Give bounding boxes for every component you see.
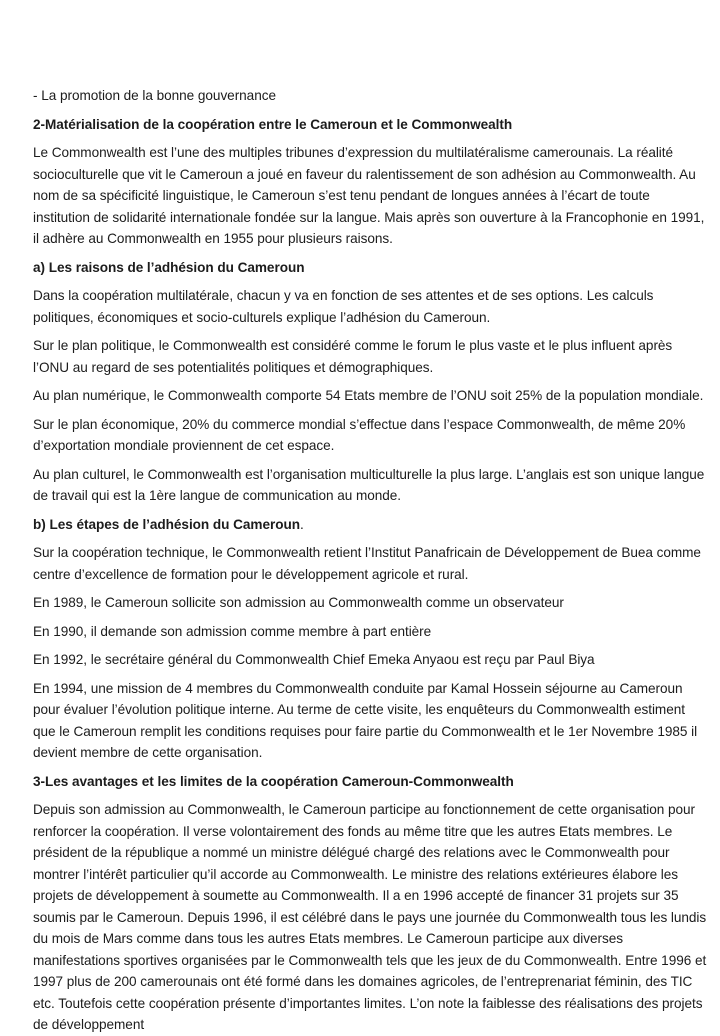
heading-etapes-adhesion-text: b) Les étapes de l’adhésion du Cameroun [33,516,300,532]
para-adhesion-context: Le Commonwealth est l’une des multiples tribunes d’expression du multilatéralisme camerounais. La réalité socioculturelle que vit le Cameroun a joué en faveur du ralentissement de son adhésion au Commonwealth. Au nom de sa spécificité linguistique, le Cameroun s’est tenu pendant de longues années à l’écart de toute institution de solidarité internationale fondée sur la langue. Mais après son ouverture à la Francophonie en 1991, il adhère au Commonwealth en 1955 pour plusieurs raisons. [33,145,705,246]
list-item-bonne-gouvernance: - La promotion de la bonne gouvernance [33,88,276,103]
para-avantages-limites: Depuis son admission au Commonwealth, le Cameroun participe au fonctionnement de cette organisation pour renforcer la coopération. Il verse volontairement des fonds au même titre que les autres Etats membres. Le président de la république a nommé un ministre délégué chargé des relations avec le Commonwealth pour montrer l’intérêt particulier qu’il accorde au Commonwealth. Le ministre des relations extérieures élabore les projets de développement à soumette au Commonwealth. Il a en 1996 accepté de financer 31 projets sur 35 soumis par le Cameroun. Depuis 1996, il est célébré dans le pays une journée du Commonwealth tous les lundis du mois de Mars comme dans tous les autres Etats membres. Le Cameroun participe aux diverses manifestations sportives organisées par le Commonwealth tels que les jeux de du Commonwealth. Entre 1996 et 1997 plus de 200 camerounais ont été formé dans les domaines agricoles, de l’entreprenariat féminin, des TIC etc. Toutefois cette coopération présente d’importantes limites. L’on note la faiblesse des réalisations des projets de développement [33,802,707,1032]
para-etape-1990: En 1990, il demande son admission comme membre à part entière [33,623,432,639]
heading-raisons-adhesion: a) Les raisons de l’adhésion du Cameroun [33,259,305,275]
para-plan-politique: Sur le plan politique, le Commonwealth est considéré comme le forum le plus vaste et le plus influent après l’ONU au regard de ses potentialités politiques et démographiques. [33,338,673,375]
para-plan-culturel: Au plan culturel, le Commonwealth est l’organisation multiculturelle la plus large. L’anglais est son unique langue de travail qui est la 1ère langue de communication au monde. [33,466,705,503]
para-plan-numerique: Au plan numérique, le Commonwealth comporte 54 Etats membre de l’ONU soit 25% de la population mondiale. [33,388,704,403]
para-etape-1989: En 1989, le Cameroun sollicite son admission au Commonwealth comme un observateur [33,595,564,610]
heading-etapes-adhesion [33,514,707,536]
heading-avantages-limites: 3-Les avantages et les limites de la coopération Cameroun-Commonwealth [33,773,514,789]
para-cooperation-multilaterale: Dans la coopération multilatérale, chacun y va en fonction de ses attentes et de ses options. Les calculs politiques, économiques et socio-culturels explique l’adhésion du Cameroun. [33,288,654,325]
para-plan-economique: Sur le plan économique, 20% du commerce mondial s’effectue dans l’espace Commonwealth, de même 20% d’exportation mondiale proviennent de cet espace. [33,416,686,453]
para-etape-1992: En 1992, le secrétaire général du Commonwealth Chief Emeka Anyaou est reçu par Paul Biya [33,652,595,667]
para-etape-1994: En 1994, une mission de 4 membres du Commonwealth conduite par Kamal Hossein séjourne au Cameroun pour évaluer l’évolution politique interne. Au terme de cette visite, les enquêteurs du Commonwealth estiment que le Cameroun remplit les conditions requises pour faire partie du Commonwealth et le 1er Novembre 1985 il devient membre de cette organisation. [33,680,698,760]
para-cooperation-technique: Sur la coopération technique, le Commonwealth retient l’Institut Panafricain de Développement de Buea comme centre d’excellence de formation pour le développement agricole et rural. [33,545,701,582]
heading-etapes-adhesion-period: . [299,516,304,532]
heading-materialisation-cooperation: 2-Matérialisation de la coopération entre le Cameroun et le Commonwealth [33,116,513,132]
